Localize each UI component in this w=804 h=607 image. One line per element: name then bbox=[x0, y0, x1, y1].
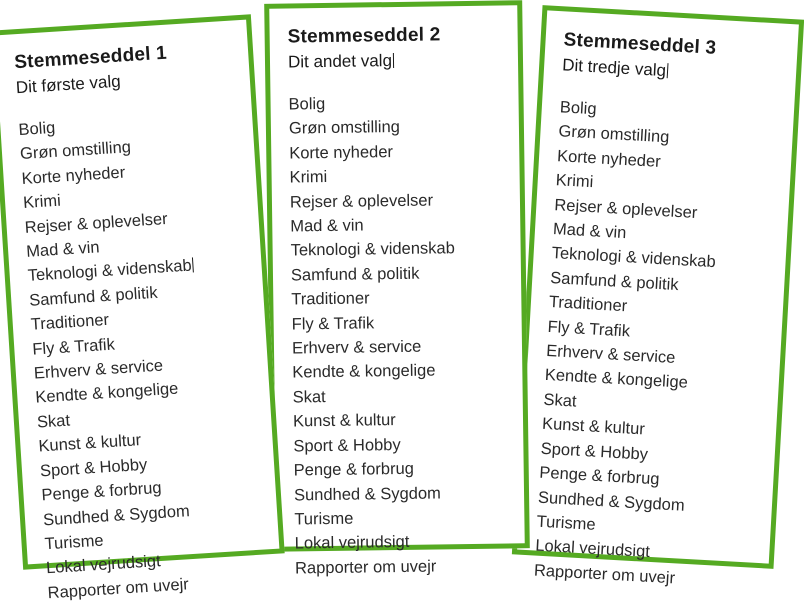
list-item[interactable]: Skat bbox=[36, 411, 71, 432]
list-item[interactable]: Rejser & oplevelser bbox=[553, 195, 698, 222]
list-item[interactable]: Kendte & kongelige bbox=[544, 366, 689, 393]
list-item[interactable]: Bolig bbox=[288, 94, 326, 114]
list-item[interactable]: Fly & Trafik bbox=[31, 335, 116, 359]
ballot-card-1[interactable] bbox=[0, 14, 285, 602]
list-item[interactable]: Fly & Trafik bbox=[547, 317, 631, 341]
ballot-2-content bbox=[269, 5, 524, 578]
list-item[interactable]: Sundhed & Sygdom bbox=[293, 483, 441, 504]
list-item[interactable]: Samfund & politik bbox=[28, 283, 159, 310]
list-item[interactable]: Rapporter om uvejr bbox=[533, 561, 676, 588]
list-item[interactable]: Bolig bbox=[559, 98, 598, 119]
ballot-card-3[interactable] bbox=[512, 5, 804, 588]
ballot-3-content bbox=[517, 10, 799, 588]
list-item[interactable]: Samfund & politik bbox=[549, 268, 680, 294]
ballot-2-title: Stemmeseddel 2 bbox=[287, 24, 441, 48]
text-caret-icon bbox=[667, 63, 669, 78]
ballot-2-subtitle bbox=[288, 49, 504, 72]
list-item[interactable]: Sundhed & Sygdom bbox=[537, 488, 686, 515]
ballot-3-option-list bbox=[533, 95, 780, 595]
list-item[interactable]: Kendte & kongelige bbox=[292, 361, 436, 382]
list-item-label: Teknologi & videnskab bbox=[27, 256, 193, 286]
list-item[interactable]: Erhverv & service bbox=[33, 356, 164, 383]
list-item[interactable]: Rapporter om uvejr bbox=[47, 575, 190, 602]
list-item[interactable]: Mad & vin bbox=[290, 216, 364, 236]
list-item[interactable]: Samfund & politik bbox=[290, 264, 420, 285]
list-item[interactable]: Lokal vejrudsigt bbox=[45, 552, 162, 578]
list-item[interactable]: Korte nyheder bbox=[21, 163, 126, 188]
ballot-2-option-list bbox=[288, 89, 511, 580]
list-item[interactable]: Krimi bbox=[555, 171, 594, 192]
list-item[interactable]: Korte nyheder bbox=[556, 146, 662, 171]
list-item[interactable]: Sport & Hobby bbox=[293, 435, 401, 456]
list-item[interactable]: Erhverv & service bbox=[545, 341, 676, 368]
list-item[interactable]: Sport & Hobby bbox=[39, 455, 148, 481]
list-item[interactable]: Kunst & kultur bbox=[37, 431, 142, 456]
ballot-1-content bbox=[0, 20, 279, 602]
list-item[interactable]: Kendte & kongelige bbox=[34, 380, 179, 408]
list-item[interactable]: Skat bbox=[543, 390, 578, 411]
ballot-1-title: Stemmeseddel 1 bbox=[13, 42, 168, 74]
list-item[interactable]: Mad & vin bbox=[552, 220, 627, 243]
list-item[interactable]: Turisme bbox=[44, 531, 105, 554]
list-item[interactable]: Teknologi & videnskab bbox=[290, 239, 455, 260]
ballot-2-subtitle-text: Dit andet valg bbox=[287, 51, 393, 72]
list-item[interactable]: Rejser & oplevelser bbox=[24, 209, 169, 237]
list-item[interactable]: Erhverv & service bbox=[291, 337, 422, 358]
list-item[interactable]: Penge & forbrug bbox=[538, 463, 660, 489]
list-item[interactable]: Lokal vejrudsigt bbox=[534, 536, 651, 562]
list-item[interactable]: Rapporter om uvejr bbox=[294, 557, 437, 578]
list-item[interactable]: Penge & forbrug bbox=[41, 478, 163, 505]
list-item[interactable]: Grøn omstilling bbox=[19, 138, 132, 164]
list-item[interactable]: Traditioner bbox=[548, 293, 628, 316]
list-item[interactable]: Lokal vejrudsigt bbox=[294, 533, 410, 553]
text-caret-icon bbox=[192, 258, 194, 273]
list-item[interactable]: Teknologi & videnskab bbox=[551, 244, 717, 272]
list-item[interactable]: Traditioner bbox=[30, 311, 110, 334]
list-item[interactable]: Korte nyheder bbox=[289, 142, 394, 163]
text-caret-icon bbox=[393, 53, 394, 68]
list-item[interactable]: Krimi bbox=[22, 191, 62, 213]
ballot-3-title: Stemmeseddel 3 bbox=[563, 29, 717, 59]
list-item[interactable]: Sundhed & Sygdom bbox=[42, 501, 191, 529]
list-item[interactable]: Penge & forbrug bbox=[293, 459, 414, 480]
ballot-1-subtitle: Dit første valg bbox=[15, 71, 122, 98]
list-item[interactable]: Grøn omstilling bbox=[558, 122, 670, 147]
list-item[interactable]: Mad & vin bbox=[25, 238, 101, 261]
list-item[interactable]: Skat bbox=[292, 387, 326, 407]
list-item[interactable]: Kunst & kultur bbox=[292, 411, 396, 431]
list-item[interactable]: Grøn omstilling bbox=[288, 118, 401, 138]
list-item[interactable]: Turisme bbox=[294, 509, 354, 529]
list-item[interactable]: Rejser & oplevelser bbox=[289, 191, 434, 212]
ballot-card-2[interactable] bbox=[264, 0, 530, 578]
ballot-3-subtitle-text: Dit tredje valg bbox=[561, 55, 667, 81]
list-item[interactable]: Traditioner bbox=[291, 289, 370, 309]
list-item[interactable]: Krimi bbox=[289, 168, 328, 187]
ballot-1-option-list bbox=[18, 104, 268, 605]
list-item[interactable]: Bolig bbox=[18, 118, 56, 140]
list-item[interactable]: Turisme bbox=[536, 512, 597, 534]
list-item[interactable]: Fly & Trafik bbox=[291, 313, 375, 334]
list-item[interactable]: Kunst & kultur bbox=[541, 415, 646, 439]
list-item[interactable]: Sport & Hobby bbox=[540, 439, 649, 464]
